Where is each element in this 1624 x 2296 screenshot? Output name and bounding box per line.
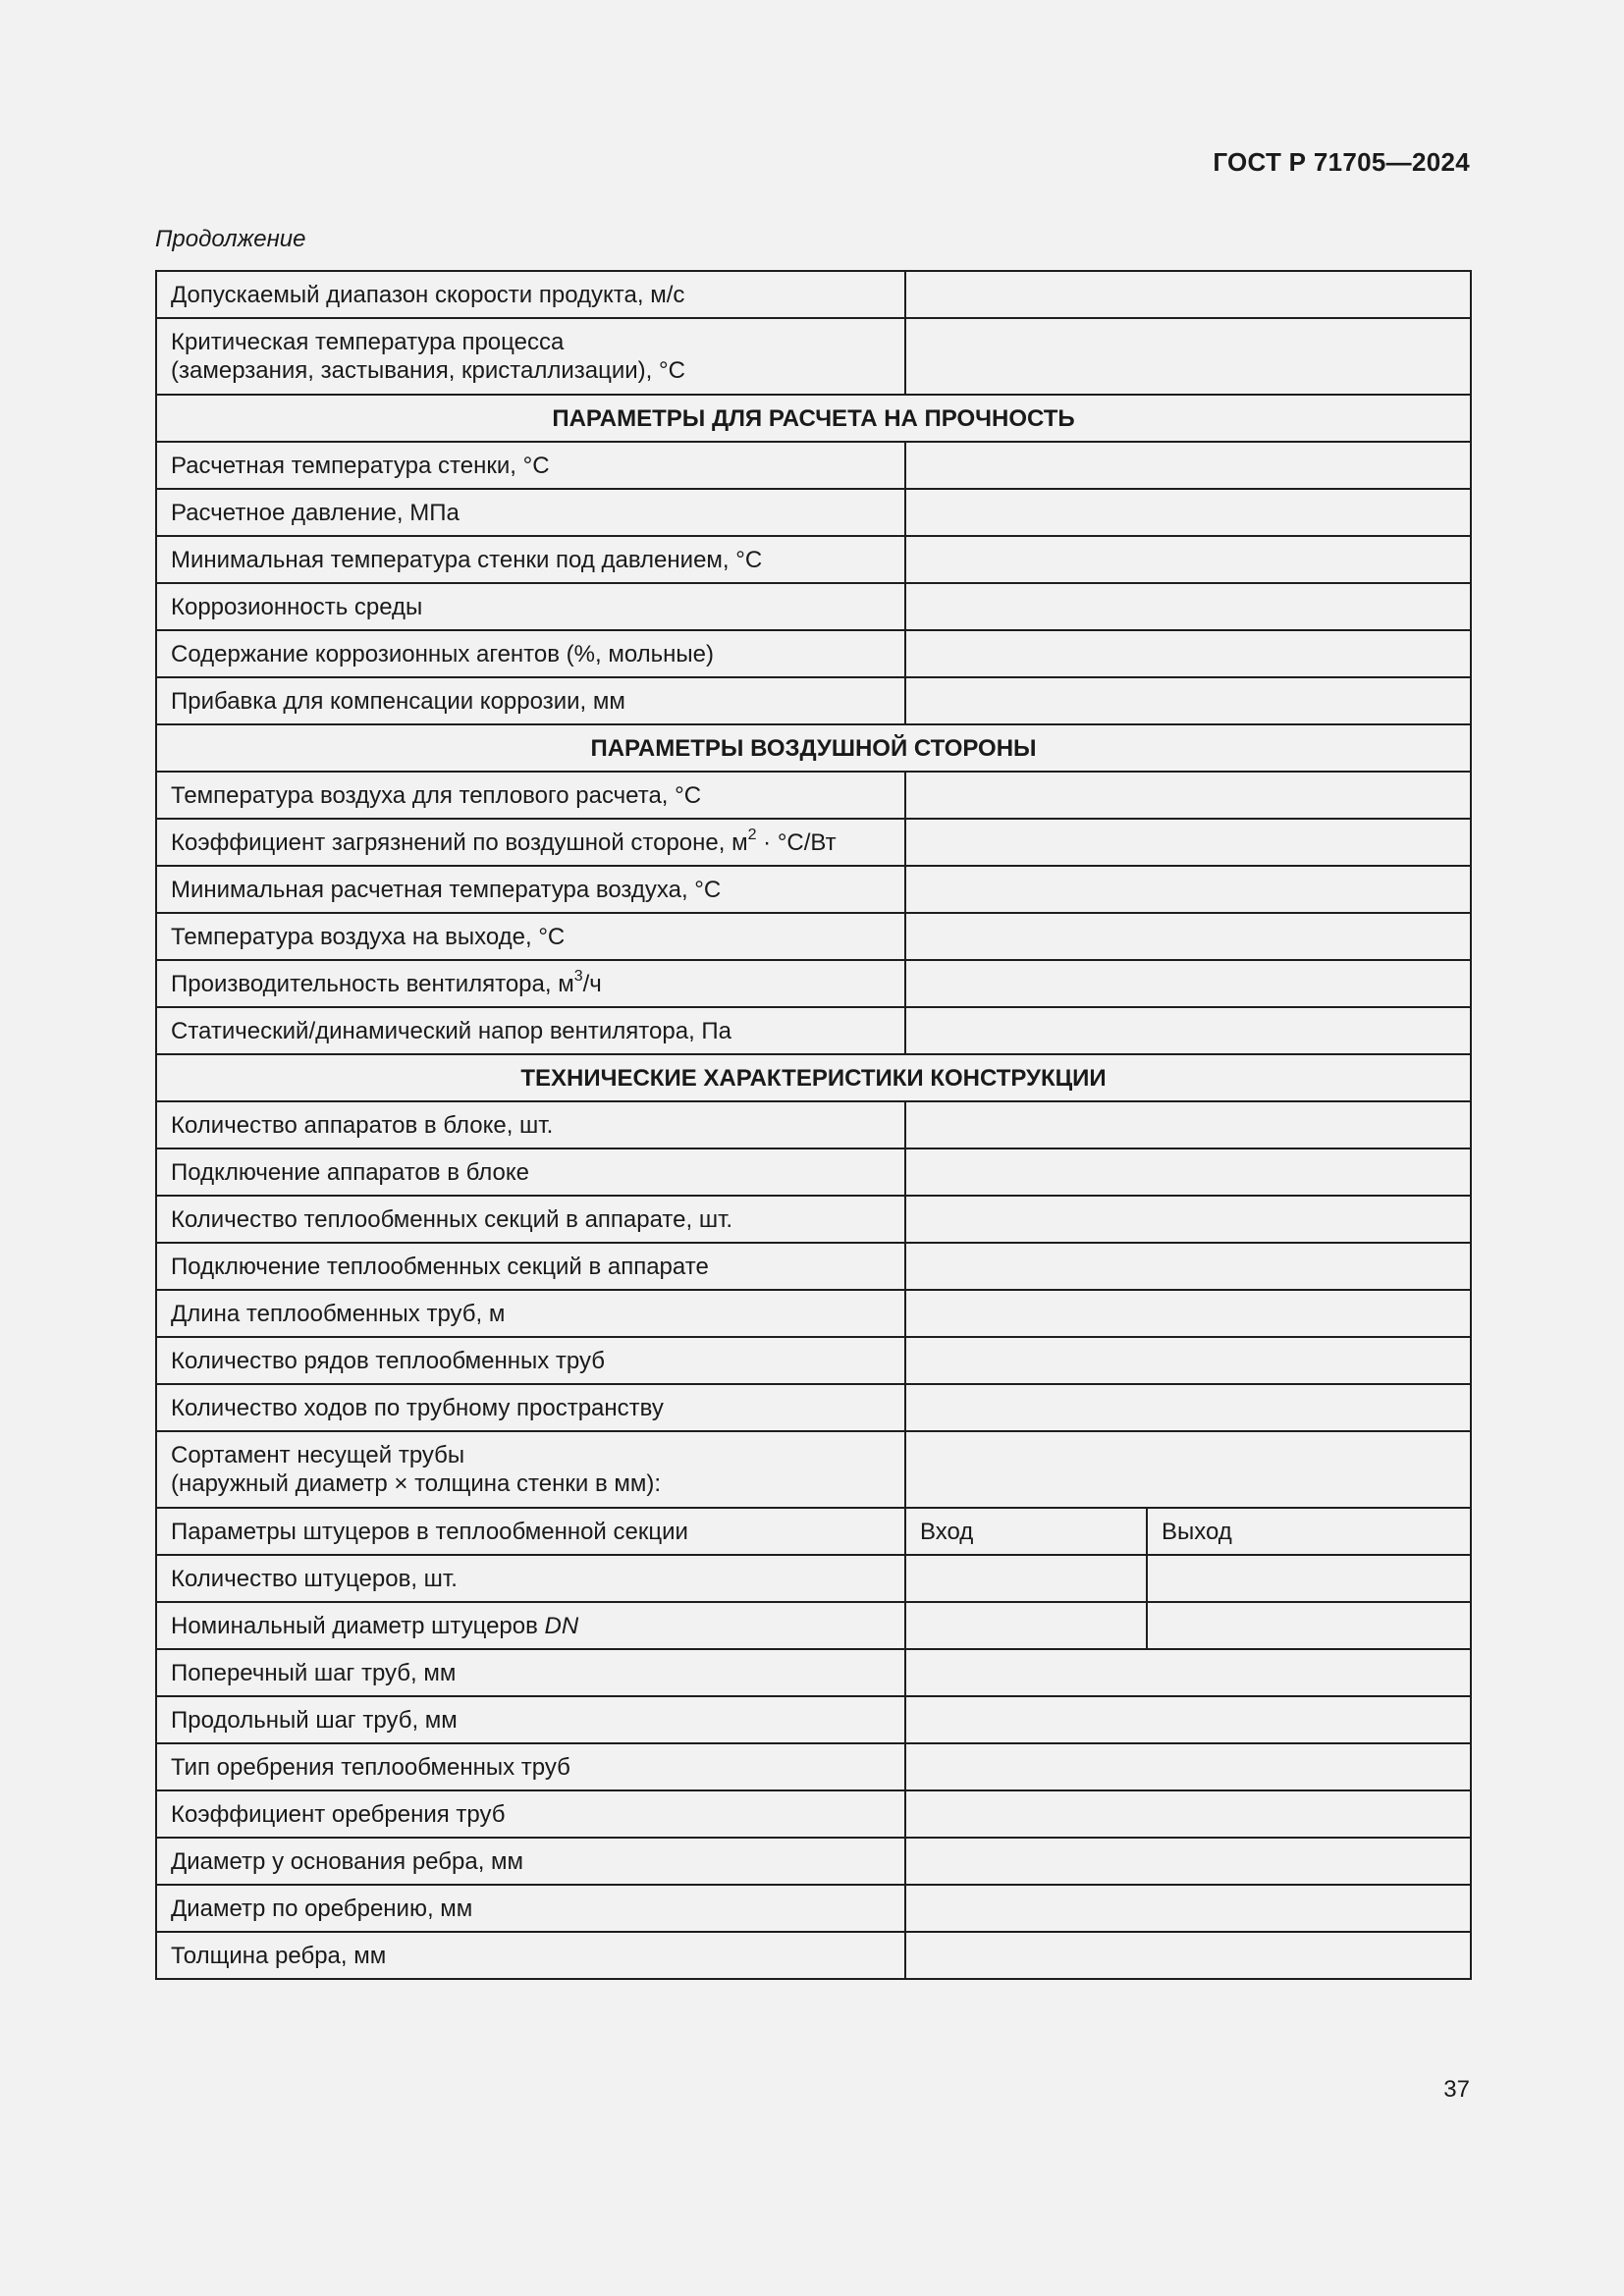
- param-label: Статический/динамический напор вентилятора, Па: [156, 1007, 905, 1054]
- param-value-cell: [905, 1696, 1471, 1743]
- table-row: [156, 1290, 1471, 1337]
- param-label: [156, 318, 905, 395]
- param-value-cell: [905, 1337, 1471, 1384]
- param-label: Количество рядов теплообменных труб: [156, 1337, 905, 1384]
- continuation-label: Продолжение: [155, 226, 306, 252]
- param-label: Тип оребрения теплообменных труб: [156, 1743, 905, 1790]
- param-value-cell: [905, 1290, 1471, 1337]
- param-value-cell: [905, 583, 1471, 630]
- param-label: Коррозионность среды: [156, 583, 905, 630]
- table-row: [156, 772, 1471, 819]
- table-row: [156, 1838, 1471, 1885]
- param-label: Диаметр у основания ребра, мм: [156, 1838, 905, 1885]
- param-value-cell: [905, 866, 1471, 913]
- table-row: [156, 1743, 1471, 1790]
- table-row: [156, 1196, 1471, 1243]
- superscript: 2: [747, 826, 757, 843]
- inlet-value-cell: [905, 1602, 1147, 1649]
- param-label: Прибавка для компенсации коррозии, мм: [156, 677, 905, 724]
- table-row: [156, 1384, 1471, 1431]
- section-header-strength: ПАРАМЕТРЫ ДЛЯ РАСЧЕТА НА ПРОЧНОСТЬ: [156, 395, 1471, 442]
- param-label: [156, 819, 905, 866]
- outlet-value-cell: [1147, 1555, 1471, 1602]
- param-label-line: Критическая температура процесса: [171, 329, 565, 355]
- table-row: [156, 1508, 1471, 1555]
- param-value-cell: [905, 1384, 1471, 1431]
- table-row: [156, 1431, 1471, 1508]
- table-row: [156, 271, 1471, 318]
- param-label: Продольный шаг труб, мм: [156, 1696, 905, 1743]
- table-row: [156, 1790, 1471, 1838]
- param-label: [156, 1602, 905, 1649]
- param-label: Длина теплообменных труб, м: [156, 1290, 905, 1337]
- param-label-line: Сортамент несущей трубы: [171, 1442, 465, 1468]
- param-label: Температура воздуха на выходе, °С: [156, 913, 905, 960]
- param-value-cell: [905, 1743, 1471, 1790]
- inlet-value-cell: [905, 1555, 1147, 1602]
- param-value-cell: [905, 536, 1471, 583]
- table-row: [156, 1649, 1471, 1696]
- param-label: [156, 1431, 905, 1508]
- param-label-text: Коэффициент загрязнений по воздушной стороне, м: [171, 828, 748, 856]
- param-value-cell: [905, 1932, 1471, 1979]
- table-row: [156, 318, 1471, 395]
- table-row: [156, 1101, 1471, 1148]
- table-row: [156, 913, 1471, 960]
- param-label: Параметры штуцеров в теплообменной секции: [156, 1508, 905, 1555]
- param-value-cell: [905, 1101, 1471, 1148]
- outlet-header: Выход: [1147, 1508, 1471, 1555]
- param-value-cell: [905, 318, 1471, 395]
- inlet-header: Вход: [905, 1508, 1147, 1555]
- table-row: [156, 1932, 1471, 1979]
- table-row: [156, 960, 1471, 1007]
- param-label: Диаметр по оребрению, мм: [156, 1885, 905, 1932]
- table-row: [156, 1148, 1471, 1196]
- param-label: Количество штуцеров, шт.: [156, 1555, 905, 1602]
- table-row: [156, 1337, 1471, 1384]
- table-row: [156, 677, 1471, 724]
- param-value-cell: [905, 489, 1471, 536]
- param-value-cell: [905, 442, 1471, 489]
- param-label: Толщина ребра, мм: [156, 1932, 905, 1979]
- specification-table: [155, 270, 1472, 1980]
- table-row: [156, 489, 1471, 536]
- param-value-cell: [905, 1838, 1471, 1885]
- param-label: Минимальная температура стенки под давлением, °С: [156, 536, 905, 583]
- param-label-text: · °С/Вт: [756, 828, 837, 856]
- param-label: [156, 960, 905, 1007]
- param-value-cell: [905, 677, 1471, 724]
- document-standard-number: ГОСТ Р 71705—2024: [1213, 147, 1470, 177]
- superscript: 3: [573, 967, 583, 985]
- param-value-cell: [905, 1649, 1471, 1696]
- param-label: Расчетная температура стенки, °С: [156, 442, 905, 489]
- section-header-construction: ТЕХНИЧЕСКИЕ ХАРАКТЕРИСТИКИ КОНСТРУКЦИИ: [156, 1054, 1471, 1101]
- param-value-cell: [905, 1790, 1471, 1838]
- table-row: [156, 630, 1471, 677]
- param-label: Коэффициент оребрения труб: [156, 1790, 905, 1838]
- outlet-value-cell: [1147, 1602, 1471, 1649]
- param-label-line: (наружный диаметр × толщина стенки в мм):: [171, 1470, 662, 1497]
- param-label: Минимальная расчетная температура воздуха, °С: [156, 866, 905, 913]
- param-label-text: Производительность вентилятора, м: [171, 970, 574, 997]
- section-row: [156, 395, 1471, 442]
- table-row: [156, 1885, 1471, 1932]
- table-row: [156, 1602, 1471, 1649]
- param-value-cell: [905, 271, 1471, 318]
- table-row: [156, 536, 1471, 583]
- param-value-cell: [905, 960, 1471, 1007]
- param-label: Количество теплообменных секций в аппарате, шт.: [156, 1196, 905, 1243]
- page-number: 37: [1443, 2076, 1470, 2103]
- table-row: [156, 866, 1471, 913]
- table-row: [156, 819, 1471, 866]
- section-row: [156, 724, 1471, 772]
- param-value-cell: [905, 913, 1471, 960]
- param-value-cell: [905, 1148, 1471, 1196]
- table-row: [156, 442, 1471, 489]
- param-value-cell: [905, 1196, 1471, 1243]
- table-row: [156, 1555, 1471, 1602]
- param-value-cell: [905, 630, 1471, 677]
- param-label: Подключение теплообменных секций в аппарате: [156, 1243, 905, 1290]
- param-label-text: /ч: [582, 970, 602, 997]
- param-label: Допускаемый диапазон скорости продукта, м/с: [156, 271, 905, 318]
- param-label: Количество аппаратов в блоке, шт.: [156, 1101, 905, 1148]
- param-value-cell: [905, 819, 1471, 866]
- param-value-cell: [905, 1007, 1471, 1054]
- param-label: Содержание коррозионных агентов (%, мольные): [156, 630, 905, 677]
- param-value-cell: [905, 1243, 1471, 1290]
- param-label: Поперечный шаг труб, мм: [156, 1649, 905, 1696]
- param-value-cell: [905, 772, 1471, 819]
- table-row: [156, 1696, 1471, 1743]
- section-row: [156, 1054, 1471, 1101]
- param-label-text: Номинальный диаметр штуцеров: [171, 1612, 545, 1639]
- section-header-air-side: ПАРАМЕТРЫ ВОЗДУШНОЙ СТОРОНЫ: [156, 724, 1471, 772]
- param-label: Количество ходов по трубному пространству: [156, 1384, 905, 1431]
- param-value-cell: [905, 1885, 1471, 1932]
- param-label-line: (замерзания, застывания, кристаллизации), °С: [171, 357, 685, 384]
- table-row: [156, 1007, 1471, 1054]
- param-label: Расчетное давление, МПа: [156, 489, 905, 536]
- table-row: [156, 1243, 1471, 1290]
- param-label-italic: DN: [544, 1612, 579, 1639]
- param-label: Температура воздуха для теплового расчета, °С: [156, 772, 905, 819]
- param-value-cell: [905, 1431, 1471, 1508]
- param-label: Подключение аппаратов в блоке: [156, 1148, 905, 1196]
- table-row: [156, 583, 1471, 630]
